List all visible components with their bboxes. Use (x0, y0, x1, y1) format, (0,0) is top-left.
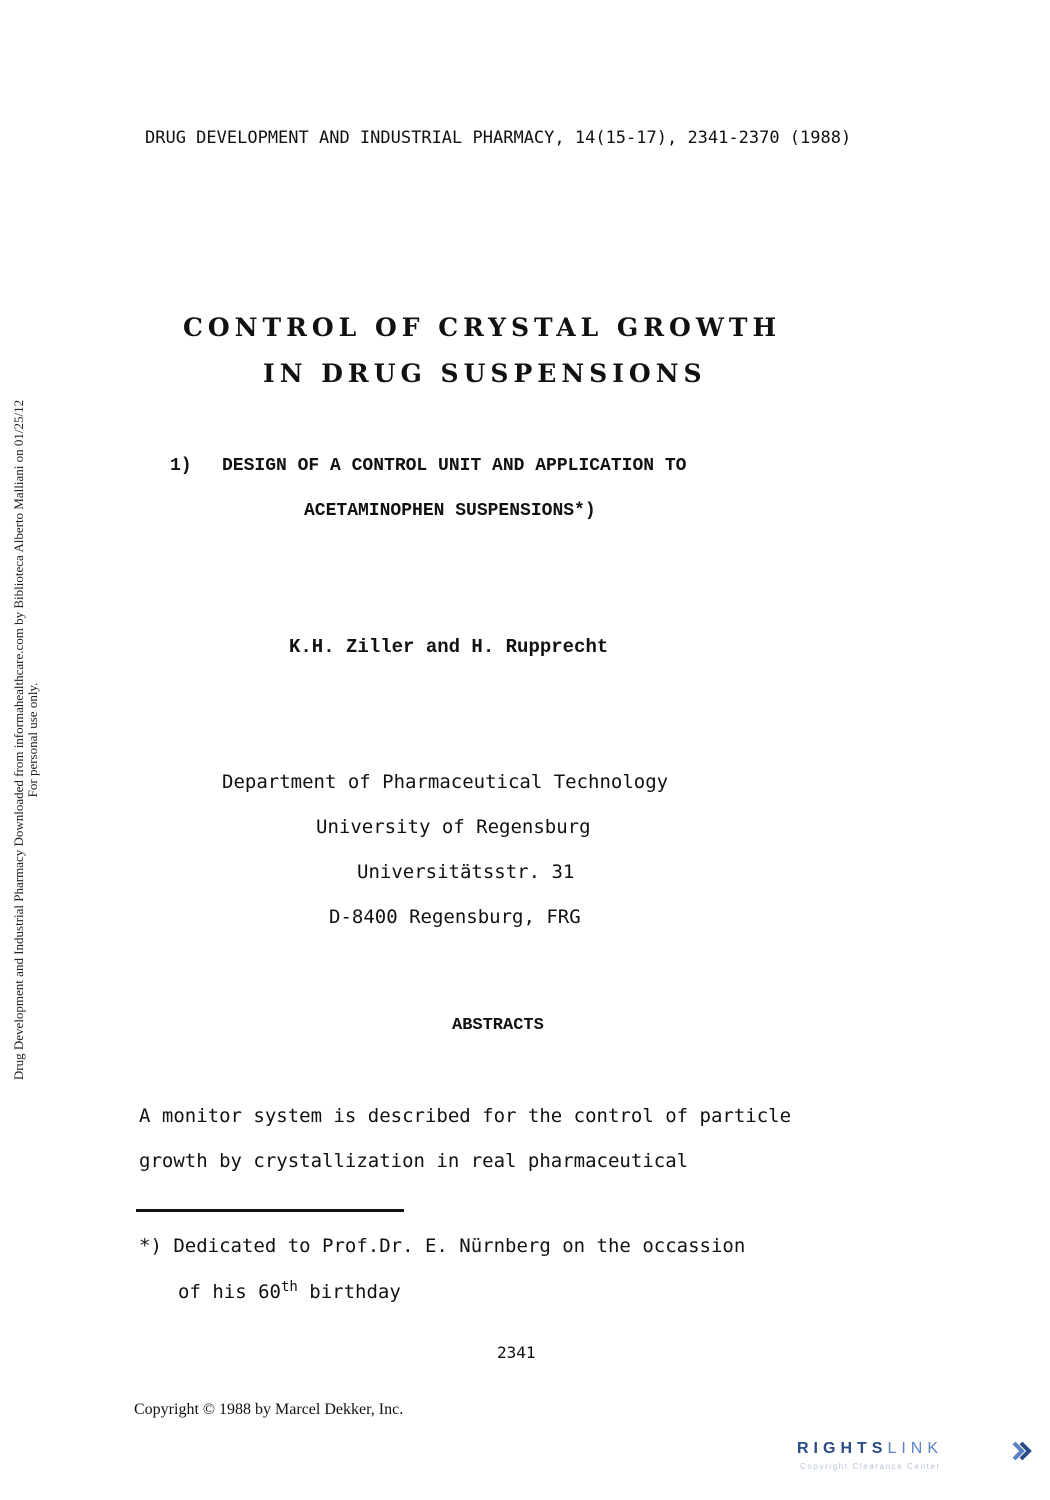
abstract-heading: ABSTRACTS (452, 1016, 544, 1035)
abstract-line-1: A monitor system is described for the control of particle (139, 1105, 792, 1127)
affiliation-department: Department of Pharmaceutical Technology (222, 771, 669, 793)
page-number: 2341 (497, 1343, 536, 1362)
watermark-line-2: For personal use only. (25, 682, 40, 798)
download-watermark (12, 310, 40, 1170)
logo-tagline: Copyright Clearance Center (800, 1462, 941, 1471)
subtitle-line-1: DESIGN OF A CONTROL UNIT AND APPLICATION TO (222, 456, 687, 476)
logo-word-link: LINK (887, 1440, 944, 1457)
rightslink-chevron-icon (1010, 1440, 1032, 1462)
affiliation-street: Universitätsstr. 31 (357, 861, 575, 883)
affiliation-university: University of Regensburg (316, 816, 591, 838)
authors: K.H. Ziller and H. Rupprecht (289, 636, 609, 658)
copyright-notice: Copyright © 1988 by Marcel Dekker, Inc. (134, 1401, 404, 1418)
title-line-1: CONTROL OF CRYSTAL GROWTH (183, 313, 782, 342)
footnote-superscript: th (280, 1279, 298, 1295)
footnote-line-2 (178, 1281, 401, 1303)
title-line-2: IN DRUG SUSPENSIONS (263, 359, 707, 388)
footnote-text-pre: of his 60 (178, 1281, 281, 1303)
footnote-text-post: birthday (297, 1281, 401, 1303)
affiliation-city: D-8400 Regensburg, FRG (329, 906, 581, 928)
logo-word-rights: RIGHTS (797, 1440, 888, 1457)
journal-citation: DRUG DEVELOPMENT AND INDUSTRIAL PHARMACY, 14(15-17), 2341-2370 (1988) (145, 128, 852, 148)
subtitle-line-2: ACETAMINOPHEN SUSPENSIONS*) (304, 501, 596, 521)
subtitle-number: 1) (170, 456, 192, 476)
footnote-line-1: *) Dedicated to Prof.Dr. E. Nürnberg on the occassion (139, 1235, 746, 1257)
watermark-line-1: Drug Development and Industrial Pharmacy Downloaded from informahealthcare.com by Biblioteca Alberto Malliani on 01/25/12 (11, 399, 26, 1081)
abstract-line-2: growth by crystallization in real pharmaceutical (139, 1150, 689, 1172)
footnote-divider (136, 1209, 404, 1212)
